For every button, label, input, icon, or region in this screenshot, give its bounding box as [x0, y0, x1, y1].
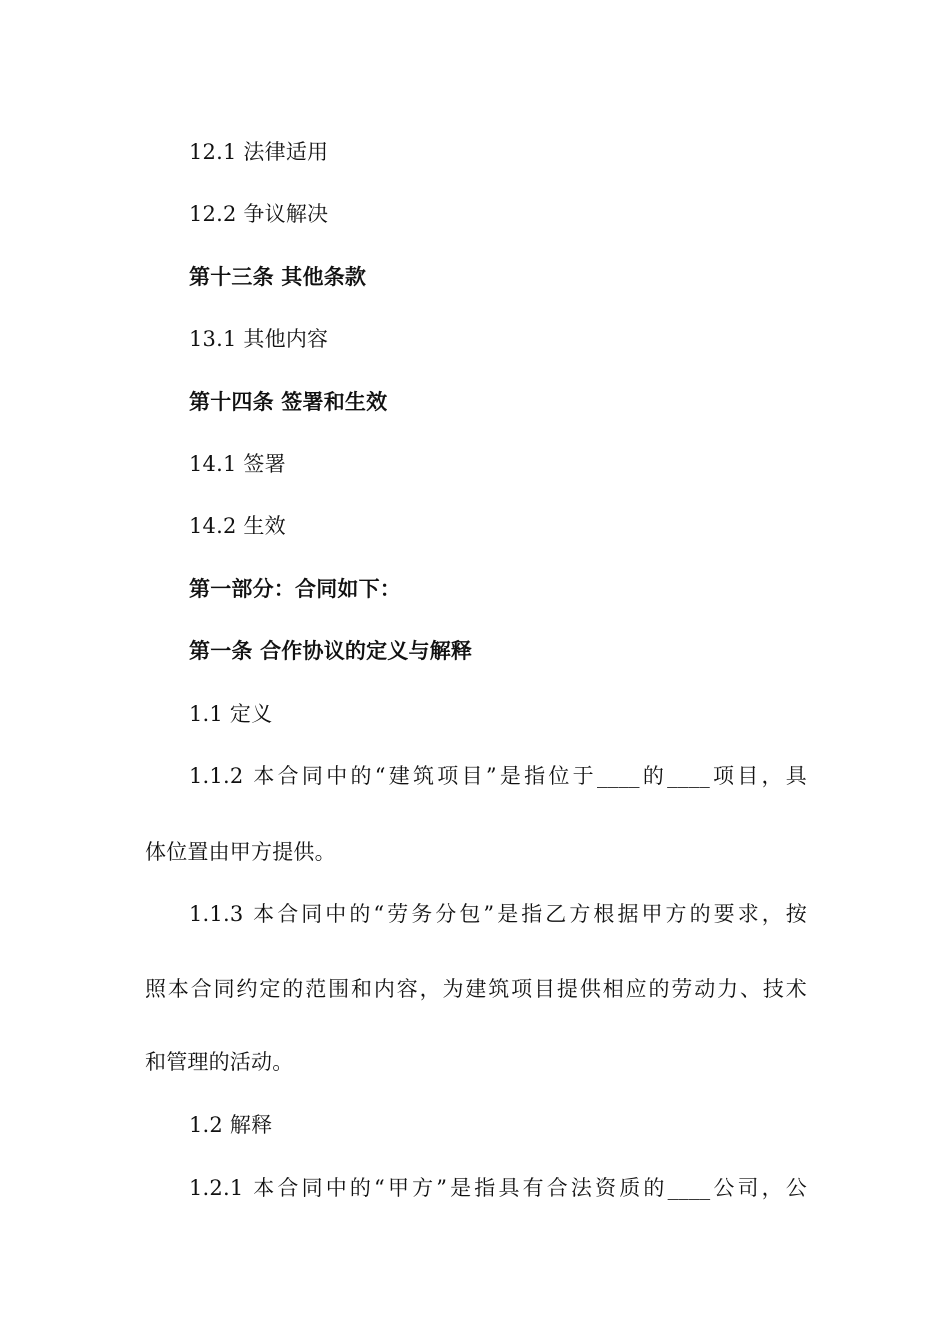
clause-12-2: 12.2 争议解决 [189, 202, 329, 226]
clause-1-2: 1.2 解释 [189, 1113, 273, 1137]
clause-1-1: 1.1 定义 [189, 702, 273, 726]
clause-1-1-2-line-1: 1.1.2 本合同中的“建筑项目”是指位于____的____项目，具 [189, 764, 807, 788]
clause-14-2: 14.2 生效 [189, 514, 286, 538]
clause-1-1-3-line-3: 和管理的活动。 [145, 1050, 294, 1074]
clause-1-1-3-line-1: 1.1.3 本合同中的“劳务分包”是指乙方根据甲方的要求，按 [189, 902, 807, 926]
article-14-heading: 第十四条 签署和生效 [189, 390, 388, 414]
clause-14-1: 14.1 签署 [189, 452, 286, 476]
article-1-heading: 第一条 合作协议的定义与解释 [189, 639, 473, 663]
clause-13-1: 13.1 其他内容 [189, 327, 329, 351]
clause-1-1-3-line-2: 照本合同约定的范围和内容，为建筑项目提供相应的劳动力、技术 [145, 977, 807, 1001]
clause-1-1-2-line-2: 体位置由甲方提供。 [145, 840, 336, 864]
article-13-heading: 第十三条 其他条款 [189, 265, 367, 289]
clause-12-1: 12.1 法律适用 [189, 140, 329, 164]
clause-1-2-1-line-1: 1.2.1 本合同中的“甲方”是指具有合法资质的____公司，公 [189, 1176, 807, 1200]
part-one-heading: 第一部分：合同如下： [189, 577, 401, 601]
